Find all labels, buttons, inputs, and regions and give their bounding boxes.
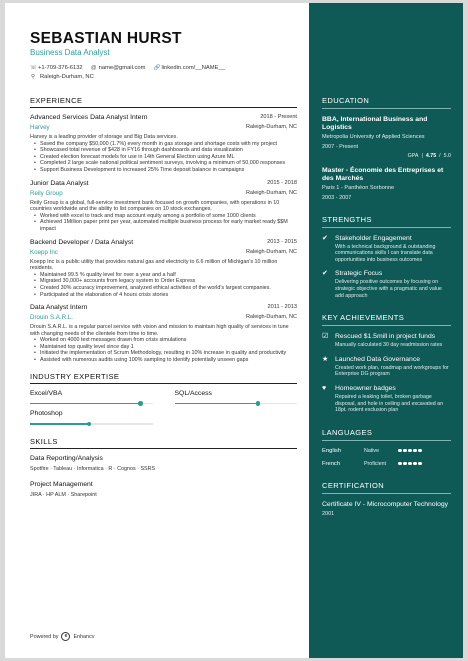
level-dot <box>413 449 417 453</box>
gpa-label: GPA <box>407 152 419 159</box>
bullet: • Worked on 4000 text messages drawn from crisis simulations <box>34 337 297 344</box>
skill-group-items: JIRA · HP ALM · Sharepoint <box>30 491 97 498</box>
level-dot <box>408 449 412 453</box>
language-level: Native <box>364 447 380 454</box>
skill-group-title: Data Reporting/Analysis <box>30 454 103 462</box>
job-description: Drouin S.A.R.L. is a regular parcel service with vision and mission to maintain high quality of services in tune with changing needs of the clientele from time to time. <box>30 324 289 337</box>
expertise-fill <box>30 403 140 405</box>
job-date: 2013 - 2015 <box>267 238 297 245</box>
languages-heading: LANGUAGES <box>322 428 451 441</box>
enhancv-logo-icon: e <box>61 632 70 641</box>
job-company: Reily Group <box>30 189 63 197</box>
language-item <box>322 461 451 467</box>
job-entry <box>30 304 297 364</box>
email[interactable]: name@gmail.com <box>98 65 146 71</box>
checkbox-icon: ☑ <box>322 333 329 341</box>
job-company: Harvey <box>30 124 50 131</box>
strength-item <box>322 270 451 299</box>
language-dots <box>398 462 422 466</box>
resume-page <box>5 3 463 658</box>
location: Raleigh-Durham, NC <box>40 74 94 80</box>
language-dots <box>398 449 422 453</box>
job-bullets <box>34 272 297 298</box>
certification-date: 2001 <box>322 510 335 517</box>
expertise-fill <box>30 423 89 425</box>
linkedin[interactable]: linkedin.com/__NAME__ <box>161 65 225 71</box>
sidebar <box>309 3 463 658</box>
at-icon: @ <box>90 65 97 71</box>
achievement-title: Rescued $1.5mill in project funds <box>335 333 436 341</box>
bullet: • Completed 2 large scale national political sentiment surveys, involving a minimum of 50,000 responses <box>34 160 297 167</box>
powered-label: Powered by <box>30 633 59 640</box>
job-description: Reily Group is a global, full-service investment bank focused on growth companies, with operations in 10 countries worldwide and the ability to list companies on 10 stock exchanges. <box>30 199 280 213</box>
bullet: • Maintained 99.5 % quality level for over a year and a half <box>34 272 297 279</box>
expertise-knob <box>87 422 92 427</box>
achievement-text: Created work plan, roadmap and workgroups for Enterprise DG program <box>335 364 449 378</box>
job-role: Junior Data Analyst <box>30 179 89 187</box>
expertise-bar <box>175 403 298 405</box>
certification-heading: CERTIFICATION <box>322 481 451 494</box>
strength-item <box>322 235 451 264</box>
job-location: Raleigh-Durham, NC <box>245 314 297 321</box>
language-name: French <box>322 460 341 467</box>
gpa-value: 4.75 <box>425 152 437 159</box>
job-role: Backend Developer / Data Analyst <box>30 238 134 246</box>
job-bullets <box>34 141 297 174</box>
expertise-label: SQL/Access <box>174 389 212 397</box>
education-school: Metropolia University of Applied Sciences <box>322 134 425 140</box>
strength-title: Strategic Focus <box>335 270 383 278</box>
bullet: • Participated at the elaboration of 4 hours crisis stories <box>34 292 297 299</box>
job-date: 2015 - 2018 <box>267 179 297 186</box>
contact-row <box>30 65 297 71</box>
expertise-knob <box>138 401 143 406</box>
phone[interactable]: +1-709-376-6132 <box>38 65 83 71</box>
job-location: Raleigh-Durham, NC <box>245 248 297 255</box>
job-company: Koepp Inc <box>30 248 58 256</box>
achievement-text: Repaired a leaking toilet, broken garbage disposal, and hole in ceiling and excavated an 18pt. rodent exclusion plan <box>335 393 444 414</box>
job-role: Advanced Services Data Analyst Intern <box>30 114 148 121</box>
candidate-name: SEBASTIAN HURST <box>30 30 182 47</box>
gpa-max: 5.0 <box>443 152 451 159</box>
level-dot <box>398 449 402 453</box>
main-column <box>5 3 309 658</box>
level-dot <box>418 462 422 466</box>
bullet: • Showcased total revenue of $428 in FY16 through dashboards and data visualization <box>34 147 297 154</box>
skill-group-title: Project Management <box>30 480 93 488</box>
industry-expertise <box>30 390 297 425</box>
job-entry <box>30 239 297 299</box>
certification-title: Certificate IV - Microcomputer Technology <box>322 500 449 508</box>
brand-name: Enhancv <box>73 633 95 640</box>
bullet: • Migrated 30,000+ accounts from legacy system to Order Express <box>34 278 297 285</box>
candidate-title: Business Data Analyst <box>30 48 110 57</box>
language-level: Proficient <box>364 460 387 467</box>
level-dot <box>413 462 417 466</box>
level-dot <box>403 449 407 453</box>
job-bullets <box>34 337 297 363</box>
powered-by <box>30 632 94 641</box>
skill-group <box>30 455 297 472</box>
gpa: GPA | 4.75 / 5.0 <box>407 152 451 159</box>
bullet: • Initiated the implementation of Scrum Methodology, resulting in 10% increase in quality and productivity <box>34 350 297 357</box>
bullet: • Assisted with numerous audits using 100% sampling to identify potentially unseen gaps <box>34 357 297 364</box>
level-dot <box>398 462 402 466</box>
bullet: • Maintained top quality level since day 1 <box>34 344 297 351</box>
bullet: • Worked with excel to track and map account equity among a portfolio of some 1000 clients <box>34 213 297 220</box>
level-dot <box>408 462 412 466</box>
achievement-title: Launched Data Governance <box>335 355 421 363</box>
bullet: • Saved the company $50,000 (1.7%) every month in gas storage and shortage costs with my project <box>34 141 297 148</box>
job-location: Raleigh-Durham, NC <box>245 189 297 196</box>
strength-text: With a technical background & outstanding communications skills I can translate data opportunities into business outcomes <box>335 243 436 263</box>
expertise-knob <box>256 401 261 406</box>
bullet: • Support Business Development to increased 25% Time deposit balance in campaigns <box>34 167 297 174</box>
location-row <box>30 74 297 80</box>
phone-icon: ☏ <box>30 65 37 71</box>
education-degree: BBA, International Business and Logistics <box>322 116 428 131</box>
job-role: Data Analyst Intern <box>30 304 88 312</box>
education-date: 2003 - 2007 <box>322 194 352 201</box>
expertise-item <box>30 390 153 405</box>
education-date: 2007 - Present <box>322 143 359 150</box>
language-name: English <box>322 447 342 454</box>
job-location: Raleigh-Durham, NC <box>245 124 297 130</box>
job-description: Harvey is a leading provider of storage and Big Data services. <box>30 134 178 140</box>
industry-heading: INDUSTRY EXPERTISE <box>30 372 297 384</box>
education-entry <box>322 167 451 201</box>
link-icon: 🔗 <box>153 65 161 71</box>
job-description: Koepp Inc is a public utility that provides natural gas and electricity to 6.6 million of Michigan's 10 million residents. <box>30 258 278 272</box>
expertise-fill <box>175 403 258 405</box>
achievement-item <box>322 356 451 378</box>
experience-heading: EXPERIENCE <box>30 96 297 108</box>
check-icon: ✔ <box>322 234 328 242</box>
job-bullets <box>34 213 297 233</box>
expertise-bar <box>30 403 153 405</box>
level-dot <box>403 462 407 466</box>
education-entry <box>322 116 451 159</box>
check-icon: ✔ <box>322 270 328 278</box>
achievement-title: Homeowner badges <box>335 384 396 392</box>
strength-text: Delivering positive outcomes by focusing on strategic objective with a pragmatic and value add approach <box>335 279 442 299</box>
achievement-item <box>322 385 451 414</box>
job-date: 2018 - Present <box>260 114 297 120</box>
level-dot <box>418 449 422 453</box>
job-entry <box>30 114 297 174</box>
skills-heading: SKILLS <box>30 437 297 449</box>
expertise-label: Photoshop <box>30 410 63 418</box>
job-company: Drouin S.A.R.L. <box>30 314 73 322</box>
bullet: • Created 30% accuracy improvement, analyzed ethical activities of the world's largest companies. <box>34 285 297 292</box>
language-item <box>322 448 451 454</box>
strengths-heading: STRENGTHS <box>322 215 451 228</box>
expertise-label: Excel/VBA <box>30 389 63 397</box>
job-entry <box>30 180 297 233</box>
heart-icon: ♥ <box>322 384 327 392</box>
location-pin-icon: ⚲ <box>30 74 36 80</box>
job-date: 2011 - 2013 <box>267 304 297 311</box>
bullet: • Created election forecast models for use in 14th General Election using Azure ML <box>34 154 297 161</box>
expertise-bar <box>30 423 153 425</box>
education-school: Paris 1 - Panthéon Sorbonne <box>322 184 395 191</box>
bullet: • Achieved 1Million paper print per year, automated multiple business process for early market ready $$M impact <box>34 219 297 232</box>
expertise-item <box>30 410 153 425</box>
star-icon: ★ <box>322 355 329 363</box>
achievement-text: Manually calculated 30 day readmission rates <box>335 342 443 349</box>
skill-group-items: Spotfire · Tableau · Informatica · R · Cognos · SSRS <box>30 465 156 472</box>
strength-title: Stakeholder Engagement <box>335 234 412 242</box>
skill-group <box>30 481 297 498</box>
education-heading: EDUCATION <box>322 96 451 109</box>
expertise-item <box>175 390 298 405</box>
achievements-heading: KEY ACHIEVEMENTS <box>322 313 451 326</box>
achievement-item <box>322 333 451 349</box>
education-degree: Master - Économie des Entreprises et des Marchés <box>322 166 444 182</box>
